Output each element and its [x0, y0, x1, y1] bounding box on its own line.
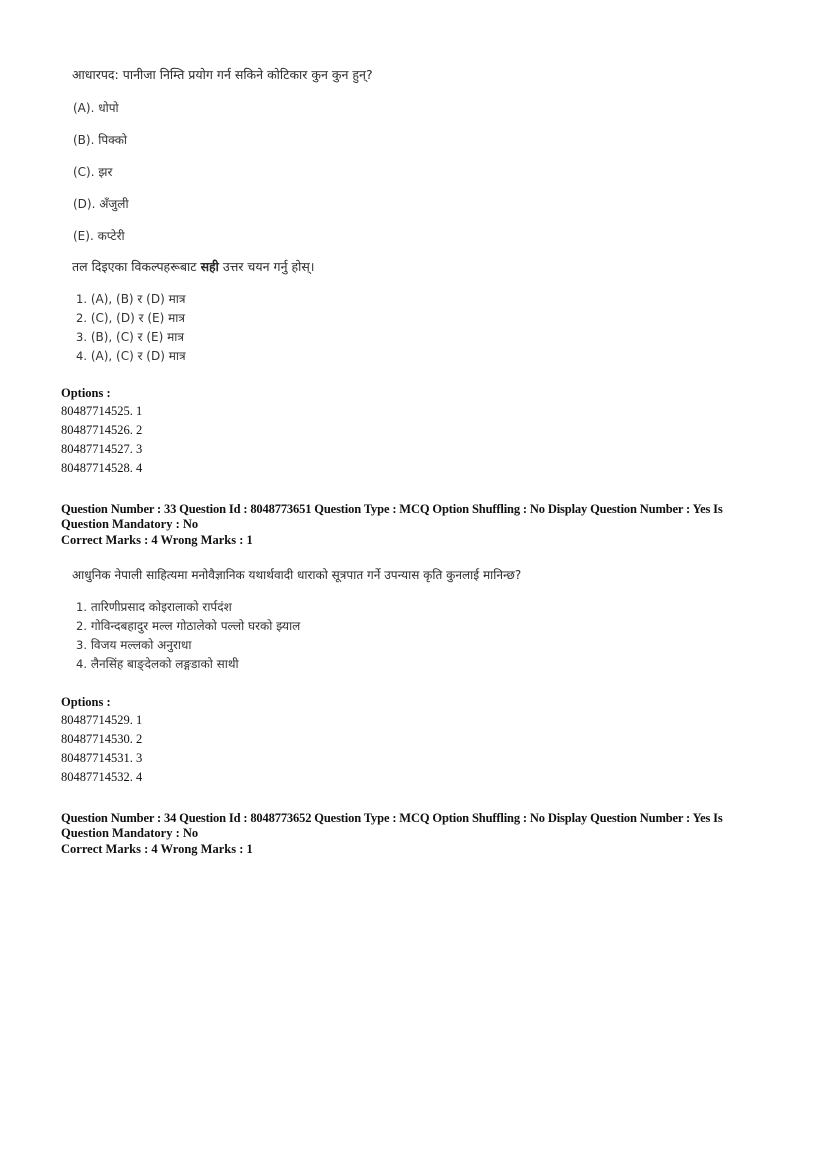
answer-choice [76, 655, 239, 672]
choice-number: 3. [76, 638, 87, 652]
instruction-bold: सही [200, 259, 219, 274]
choice-number: 3. [76, 330, 87, 344]
instruction-post: उत्तर चयन गर्नु होस्। [218, 259, 315, 274]
question-meta: Question Number : 33 Question Id : 8048773651 Question Type : MCQ Option Shuffling : No Display Question Number : Yes Is [61, 502, 723, 516]
question-stem: आधुनिक नेपाली साहित्यमा मनोवैज्ञानिक यथार्थवादी धाराको सूत्रपात गर्ने उपन्यास कृति कुनलाई मानिन्छ? [72, 568, 522, 582]
list-item: (A). धोपो [73, 101, 119, 115]
answer-choice [76, 309, 185, 326]
option-id: 80487714529. 1 [61, 713, 143, 727]
option-id: 80487714527. 3 [61, 442, 143, 456]
choice-text: (A), (C) र (D) मात्र [90, 349, 186, 363]
choice-number: 1. [76, 600, 87, 614]
choice-text: लैनसिंह बाङ्देलको लङ्गडाको साथी [90, 657, 239, 671]
list-item: (B). पिक्को [73, 133, 128, 147]
instruction-pre: तल दिइएका विकल्पहरूबाट [72, 259, 201, 274]
options-label: Options : [61, 386, 111, 400]
option-id: 80487714532. 4 [61, 770, 143, 784]
answer-choice [76, 290, 185, 307]
choice-text: (A), (B) र (D) मात्र [90, 292, 186, 306]
question-meta: Question Number : 34 Question Id : 8048773652 Question Type : MCQ Option Shuffling : No Display Question Number : Yes Is [61, 811, 723, 825]
choice-text: विजय मल्लको अनुराधा [90, 638, 192, 652]
choice-text: (C), (D) र (E) मात्र [90, 311, 185, 325]
answer-choice [76, 328, 184, 345]
choice-number: 4. [76, 657, 87, 671]
choice-text: तारिणीप्रसाद कोइरालाको रार्पदंश [90, 600, 232, 614]
choice-text: गोविन्दबहादुर मल्ल गोठालेको पल्लो घरको झ्याल [90, 619, 301, 633]
choice-number: 2. [76, 619, 87, 633]
choice-number: 2. [76, 311, 87, 325]
option-id: 80487714531. 3 [61, 751, 143, 765]
options-label: Options : [61, 695, 111, 709]
question-meta: Question Mandatory : No [61, 517, 199, 531]
question-stem: आधारपद: पानीजा निम्ति प्रयोग गर्न सकिने कोटिकार कुन कुन हुन्? [72, 67, 373, 82]
choice-text: (B), (C) र (E) मात्र [90, 330, 184, 344]
option-id: 80487714530. 2 [61, 732, 143, 746]
answer-choice [76, 347, 186, 364]
option-id: 80487714528. 4 [61, 461, 143, 475]
option-id: 80487714525. 1 [61, 404, 143, 418]
question-marks: Correct Marks : 4 Wrong Marks : 1 [61, 842, 253, 856]
question-meta: Question Mandatory : No [61, 826, 199, 840]
choice-number: 4. [76, 349, 87, 363]
option-id: 80487714526. 2 [61, 423, 143, 437]
question-marks: Correct Marks : 4 Wrong Marks : 1 [61, 533, 253, 547]
instruction-text [72, 258, 315, 275]
list-item: (D). अँजुली [73, 197, 129, 211]
choice-number: 1. [76, 292, 87, 306]
list-item: (C). झर [73, 165, 113, 179]
answer-choice [76, 598, 232, 615]
answer-choice [76, 636, 191, 653]
answer-choice [76, 617, 300, 634]
list-item: (E). कप्टेरी [73, 229, 125, 243]
